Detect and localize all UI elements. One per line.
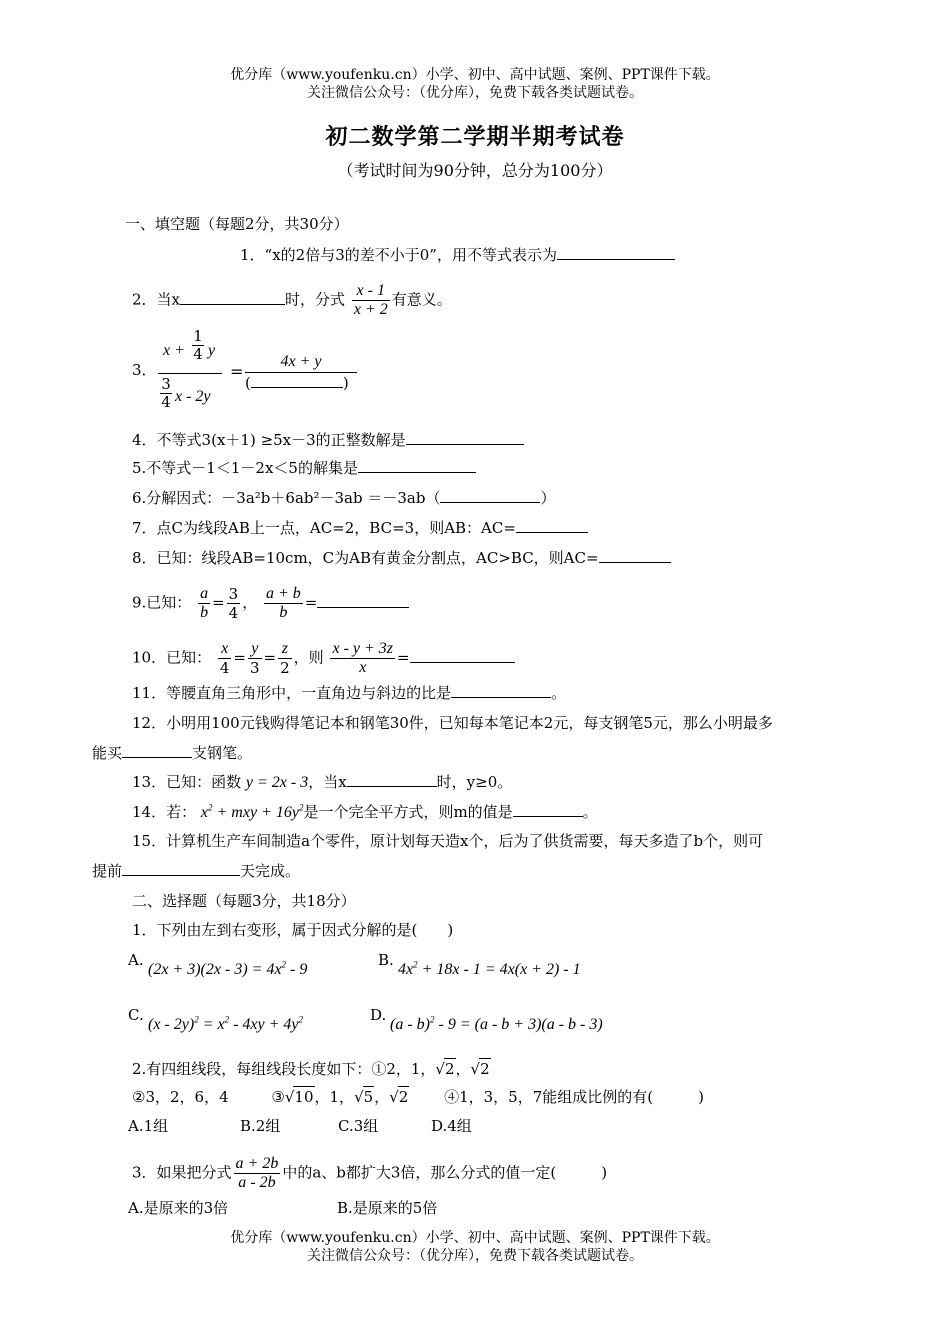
q6-text: 6.分解因式：－3a²b＋6ab²－3ab ＝－3ab（ [132,489,441,507]
answer-blank [122,743,192,758]
fraction-x-over-4: $\frac{x}{4}$ [219,640,230,677]
question-1-15-line2 [92,861,300,881]
answer-blank [451,683,551,698]
fraction-a-plus-2b-over-a-minus-2b: $\frac{a + 2b}{a - 2b}$ [235,1155,279,1191]
q6-close: ） [540,489,556,507]
question-1-12-line2 [92,743,252,763]
q13-text-c: 时，y≥0。 [436,773,513,791]
answer-blank [180,290,285,305]
q15-text-b: 提前 [92,862,123,880]
answer-blank [599,548,671,563]
q3-text-a: 3．如果把分式 [132,1163,232,1182]
page-subtitle: （考试时间为90分钟，总分为100分） [337,161,613,180]
q3-complex-fraction: x + 1 4 y 3 4 x - 2y [158,328,223,418]
q1-option-b: $4x^2 + 18x - 1 = 4x(x + 2) - 1$ [398,959,581,978]
answer-blank [317,593,409,608]
q2-options [128,1116,472,1136]
q10-text-b: ，则 [293,648,324,667]
sqrt-icon: √ [354,1088,364,1106]
q1-text: 1．“x的2倍与3的差不小于0”，用不等式表示为 [240,246,557,264]
question-1-10: 10．已知： $\frac{x}{4}$ = $\frac{y}{3}$ = $\frac{z}{2}$ ，则 $\frac{x - y + 3z}{x}$ = [132,640,515,677]
q9-text: 9.已知： [132,593,192,612]
answer-blank [513,802,583,817]
q15-text-c: 天完成。 [240,862,301,880]
sqrt-icon: √ [470,1060,481,1078]
answer-blank [516,518,588,533]
footer-line-1: 优分库（www.youfenku.cn）小学、初中、高中试题、案例、PPT课件下载。 [230,1230,720,1246]
header-line-2: 关注微信公众号：（优分库），免费下载各类试题试卷。 [307,85,643,101]
q2-text-a: 2．当x [132,290,181,309]
q1-option-c-label: C. [128,1006,144,1024]
q1-option-a-label: A. [128,951,144,969]
question-1-1 [240,245,675,265]
q1-option-d: (a - b)$^2$ - 9 = (a - b + 3)(a - b - 3) [390,1014,603,1033]
fraction-expr-over-x: $\frac{x - y + 3z}{x}$ [332,640,394,676]
sqrt-icon: √ [435,1060,445,1078]
question-1-7 [132,518,588,538]
q12-text-b: 能买 [92,744,123,762]
answer-blank [440,488,540,503]
equals-sign: = [230,362,244,381]
question-1-8 [132,548,671,568]
q1-option-a: $(2x + 3)(2x - 3) = 4x^2 - 9$ [148,959,308,978]
fraction-y-over-3: $\frac{y}{3}$ [250,640,260,677]
q2-option-d: D.4组 [431,1117,472,1135]
answer-blank [347,772,437,787]
q14-text-c: 。 [582,803,598,821]
question-1-13 [132,772,512,793]
q3-option-b: B.是原来的5倍 [337,1199,438,1217]
fraction-a-over-b: $\frac{a}{b}$ [200,585,209,621]
q1-option-b-label: B. [378,951,394,969]
q2-text-d: ④1，3，5，7能组成比例的有( ) [444,1088,704,1106]
question-1-4 [132,430,524,450]
q2-text-c: ③ [271,1088,285,1106]
question-1-11 [132,683,566,703]
fraction-3-over-4: $\frac{3}{4}$ [228,585,239,622]
question-1-2 [132,282,452,319]
q5-text: 5.不等式－1＜1－2x＜5的解集是 [132,459,358,477]
fraction-z-over-2: $\frac{z}{2}$ [280,640,290,677]
question-2-1: 1．下列由左到右变形，属于因式分解的是( ) [132,921,454,939]
q14-text-a: 14．若： [132,803,197,821]
sqrt-icon: √ [284,1088,295,1106]
question-1-14 [132,802,598,823]
q11-text: 11．等腰直角三角形中，一直角边与斜边的比是 [132,684,452,702]
q1-option-c: $(x - 2y)^2 = x^2 - 4xy + 4y^2$ [148,1014,304,1033]
q3-label: 3． [132,361,157,379]
q2-option-b: B.2组 [240,1117,281,1135]
q14-expression: $x^2$ + mxy + $16y^2$ [200,802,304,821]
q2-text-c: 有意义。 [391,290,452,309]
q10-text: 10．已知： [132,648,212,667]
sqrt-icon: √ [389,1088,399,1106]
question-1-9: 9.已知： $\frac{a}{b}$ = $\frac{3}{4}$ ， $\frac{a + b}{b}$ = [132,585,409,622]
q2-text-b: 时，分式 [285,290,346,309]
answer-blank [358,458,476,473]
q2-option-c: C.3组 [338,1117,379,1135]
q11-end: 。 [551,684,567,702]
q2-text-b: ②3，2，6，4 [132,1088,229,1106]
q1-option-d-label: D. [370,1006,387,1024]
q4-text: 4．不等式3(x＋1) ≥5x－3的正整数解是 [132,431,406,449]
q12-text-c: 支钢笔。 [192,744,253,762]
q3-option-a: A.是原来的3倍 [128,1199,229,1217]
q2-option-a: A.1组 [128,1117,169,1135]
q13-text-a: 13．已知：函数 [132,773,242,791]
q8-text: 8．已知：线段AB=10cm，C为AB有黄金分割点，AC>BC，则AC= [132,549,599,567]
question-2-2-line2: ②3，2，6，4 ③√10，1，√5，√2 ④1，3，5，7能组成比例的有( ) [132,1088,704,1106]
question-1-15-line1: 15．计算机生产车间制造a个零件，原计划每天造x个，后为了供货需要，每天多造了b个，则可 [132,832,764,850]
section1-heading: 一、填空题（每题2分，共30分） [125,215,349,233]
header-line-1: 优分库（www.youfenku.cn）小学、初中、高中试题、案例、PPT课件下载。 [230,67,720,83]
section2-heading: 二、选择题（每题3分，共18分） [132,892,356,910]
q3-text-b: 中的a、b都扩大3倍，那么分式的值一定( ) [282,1163,608,1182]
q7-text: 7．点C为线段AB上一点，AC=2，BC=3，则AB：AC= [132,519,516,537]
fraction-a-plus-b-over-b: $\frac{a + b}{b}$ [266,585,301,621]
question-2-2-line1: 2.有四组线段，每组线段长度如下：①2，1，√2，√2 [132,1060,490,1078]
question-1-12-line1: 12．小明用100元钱购得笔记本和钢笔30件，已知每本笔记本2元，每支钢笔5元，那么小明最多 [132,714,773,732]
q14-text-b: 是一个完全平方式，则m的值是 [303,803,513,821]
q13-text-b: ，当x [308,773,347,791]
question-1-6 [132,488,555,508]
q3-right-fraction: 4x + y ( ) [245,352,357,393]
answer-blank [410,648,515,663]
q2-text-a: 2.有四组线段，每组线段长度如下：①2，1， [132,1060,436,1078]
q13-function: y = 2x - 3 [245,774,309,791]
page-title: 初二数学第二学期半期考试卷 [325,124,625,150]
answer-blank [557,245,675,260]
answer-blank [251,373,343,388]
question-1-5 [132,458,476,478]
answer-blank [406,430,524,445]
fraction-x-minus-1-over-x-plus-2: $\frac{x - 1}{x + 2}$ [353,282,388,318]
question-2-3 [132,1155,607,1192]
footer-line-2: 关注微信公众号：（优分库），免费下载各类试题试卷。 [307,1248,643,1264]
answer-blank [122,861,240,876]
